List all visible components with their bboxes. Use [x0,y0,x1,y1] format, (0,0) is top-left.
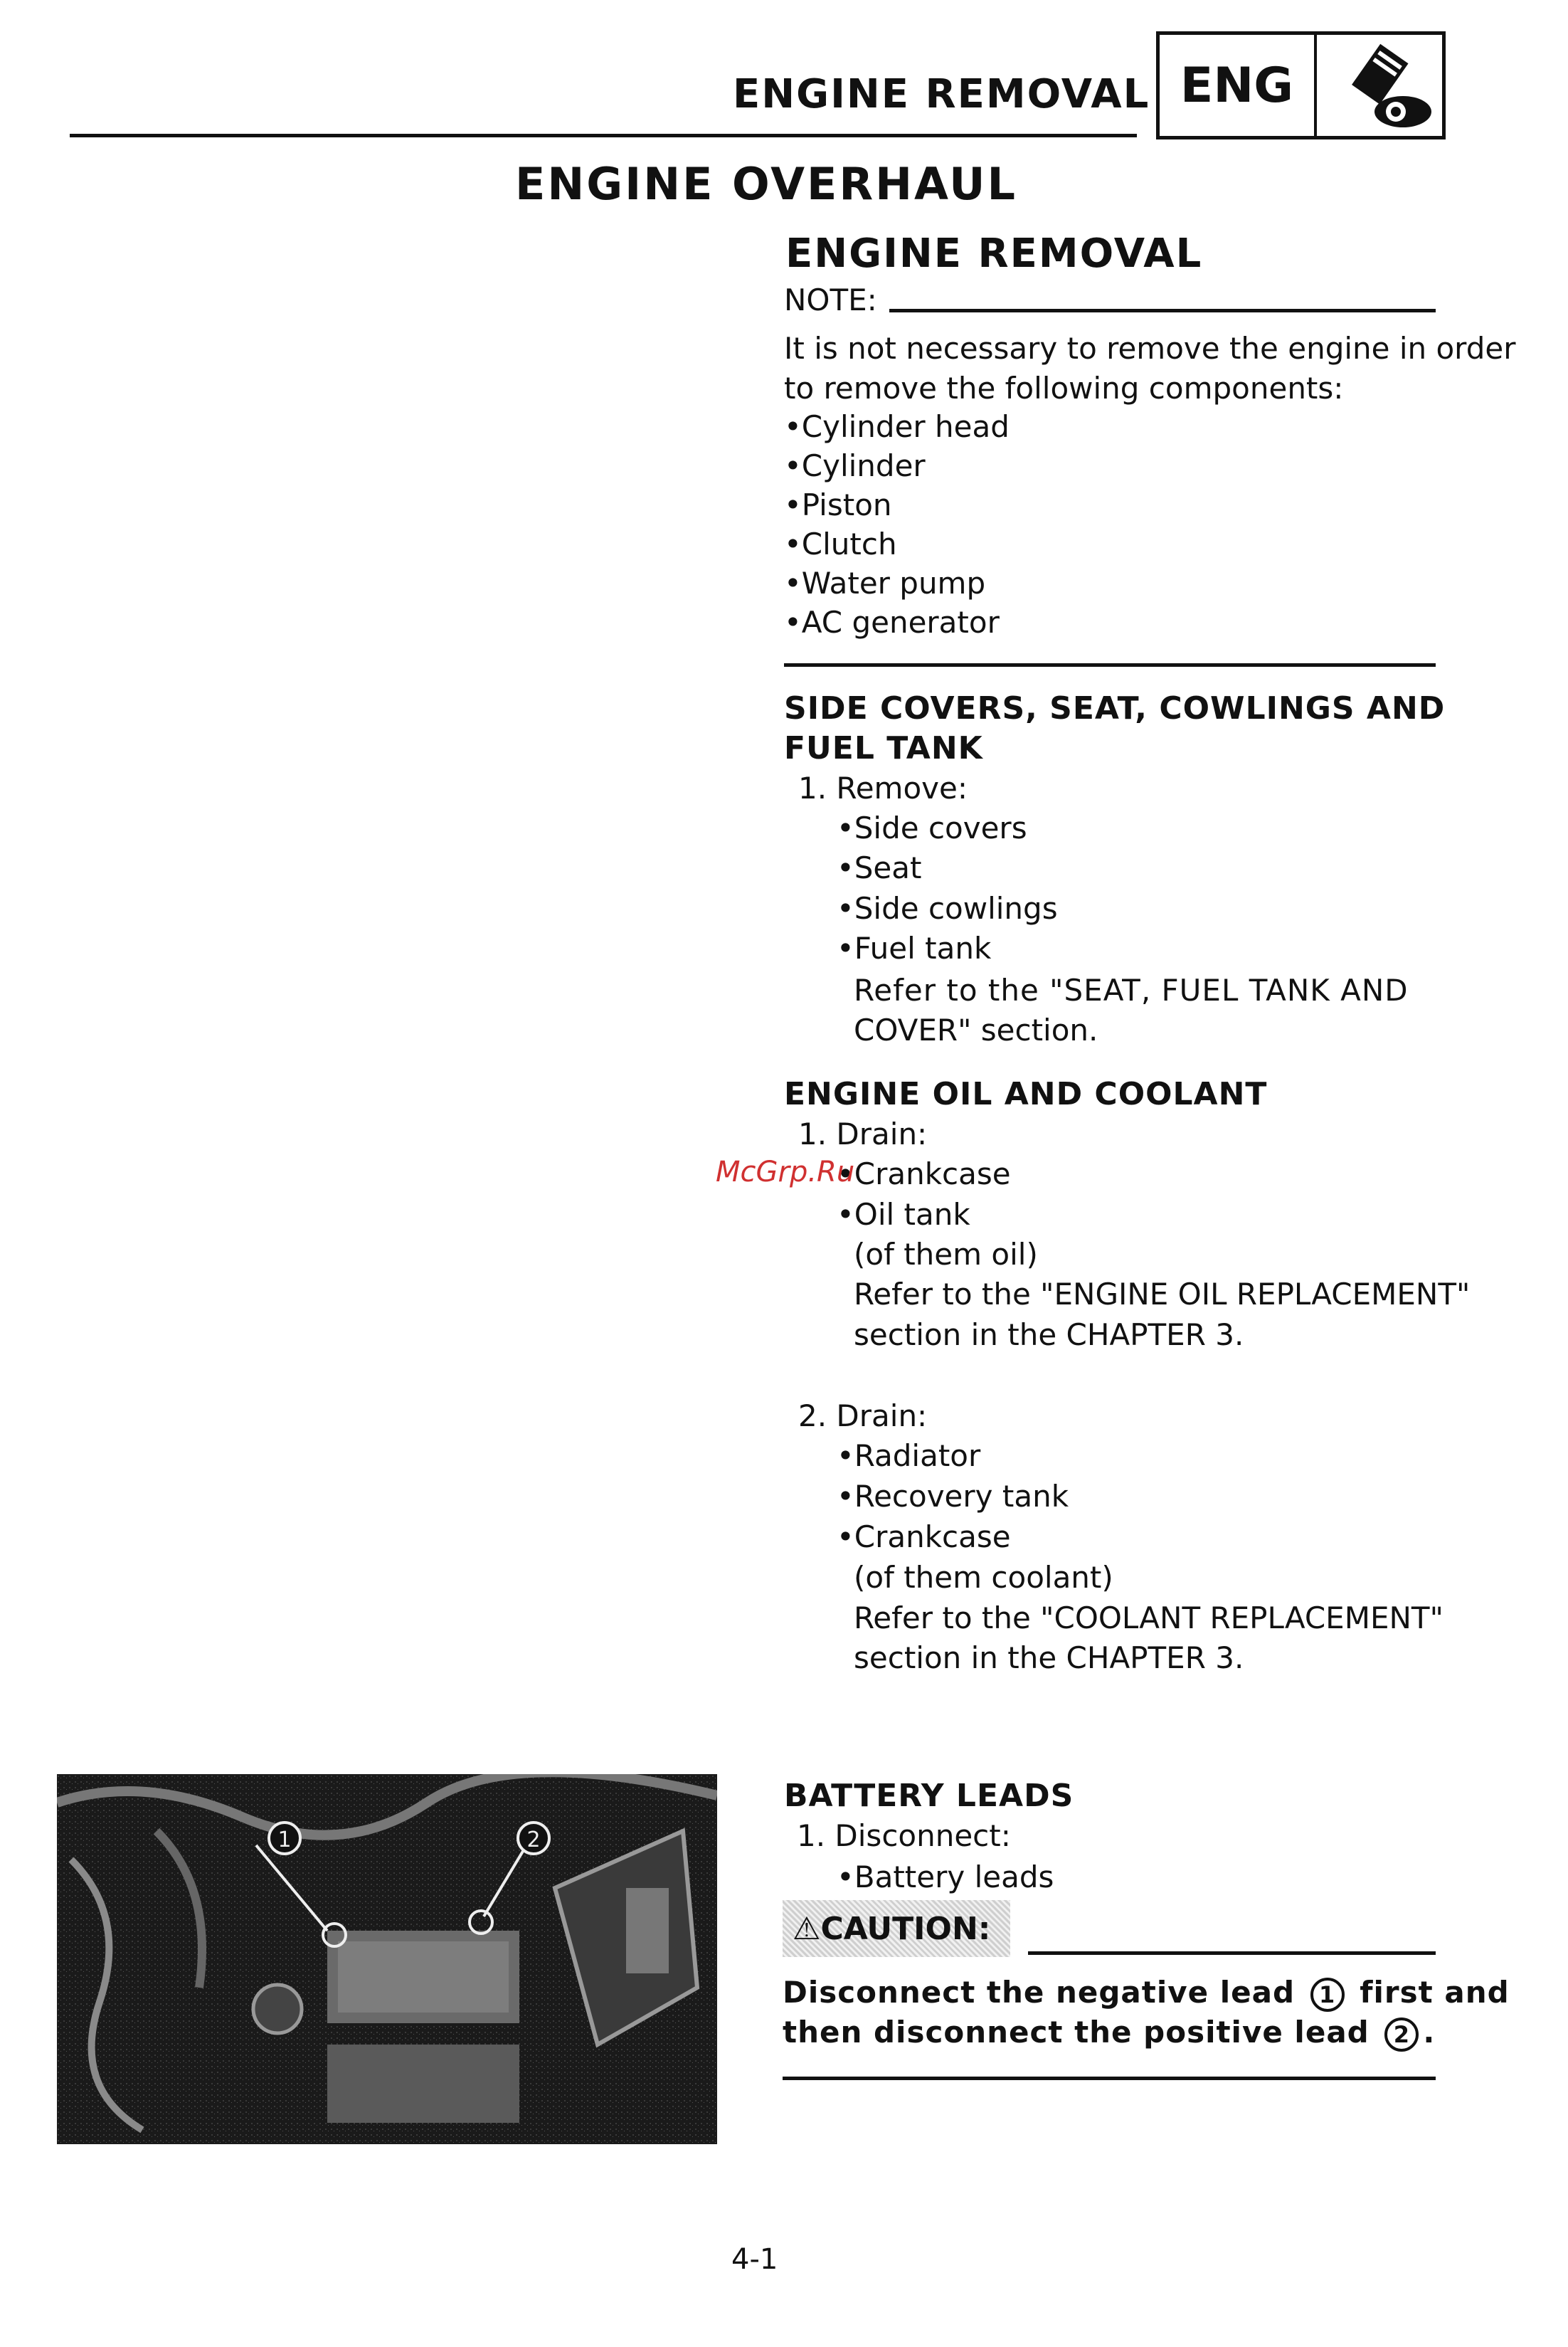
side-covers-title-2: FUEL TANK [784,730,983,766]
side-covers-item: •Side covers [837,811,1027,845]
side-covers-ref-2: COVER" section. [854,1013,1098,1048]
battery-title: BATTERY LEADS [784,1778,1074,1814]
side-covers-title-1: SIDE COVERS, SEAT, COWLINGS AND [784,690,1446,727]
note-bottom-rule [784,663,1436,667]
section-title: ENGINE REMOVAL [785,231,1203,277]
coolant-item: •Recovery tank [837,1479,1069,1514]
oil-ref-2: section in the CHAPTER 3. [854,1317,1244,1352]
oil-item: •Crankcase [837,1156,1011,1191]
oil-note: (of them oil) [854,1237,1038,1272]
photo-callout-1: 1 [277,1828,292,1852]
section-tab [1156,31,1446,139]
callout-2-icon: 2 [1384,2018,1419,2052]
note-item: •Piston [784,487,892,522]
caution-part-1: Disconnect the negative lead [783,1975,1296,2010]
note-item: •Cylinder head [784,409,1010,444]
coolant-step-2: 2. Drain: [798,1398,928,1433]
page-number: 4-1 [731,2243,778,2276]
photo-callout-2: 2 [526,1828,541,1852]
battery-step: 1. Disconnect: [797,1818,1011,1853]
coolant-item: •Crankcase [837,1519,1011,1554]
caution-text-1 [783,1973,1510,2013]
oil-item: •Oil tank [837,1197,970,1232]
oil-step-1: 1. Drain: [798,1117,928,1151]
watermark: McGrp.Ru [716,1156,855,1188]
side-covers-step: 1. Remove: [798,771,968,806]
note-item: •Cylinder [784,448,926,483]
note-item: •AC generator [784,605,1000,640]
note-label: NOTE: [784,283,877,317]
note-text-1: It is not necessary to remove the engine in order [784,331,1516,366]
caution-text-2 [783,2013,1435,2052]
side-covers-item: •Fuel tank [837,931,992,966]
section-code: ENG [1160,35,1317,136]
caution-top-rule [1028,1951,1436,1955]
coolant-ref-1: Refer to the "COOLANT REPLACEMENT" [854,1600,1443,1635]
side-covers-ref-1: Refer to the "SEAT, FUEL TANK AND [854,973,1409,1008]
note-item: •Clutch [784,527,897,561]
caution-part-2: first and [1360,1975,1510,2010]
main-title: ENGINE OVERHAUL [515,158,1017,210]
engine-piston-icon [1318,41,1442,132]
caution-bottom-rule [783,2077,1436,2080]
battery-item: •Battery leads [837,1860,1054,1894]
caution-part-4: . [1423,2015,1436,2050]
side-covers-item: •Seat [837,850,922,885]
header-title: ENGINE REMOVAL [733,71,1150,117]
oil-ref-1: Refer to the "ENGINE OIL REPLACEMENT" [854,1277,1471,1312]
header-rule [70,134,1137,137]
side-covers-item: •Side cowlings [837,891,1058,926]
coolant-item: •Radiator [837,1438,981,1473]
coolant-note: (of them coolant) [854,1560,1113,1595]
caution-part-3: then disconnect the positive lead [783,2015,1370,2050]
caution-label: ⚠CAUTION: [783,1900,1010,1957]
battery-photo [57,1774,717,2144]
note-top-rule [889,309,1436,312]
oil-coolant-title: ENGINE OIL AND COOLANT [784,1076,1268,1112]
coolant-ref-2: section in the CHAPTER 3. [854,1640,1244,1675]
note-text-2: to remove the following components: [784,371,1344,406]
note-item: •Water pump [784,566,986,601]
callout-1-icon: 1 [1310,1978,1345,2012]
